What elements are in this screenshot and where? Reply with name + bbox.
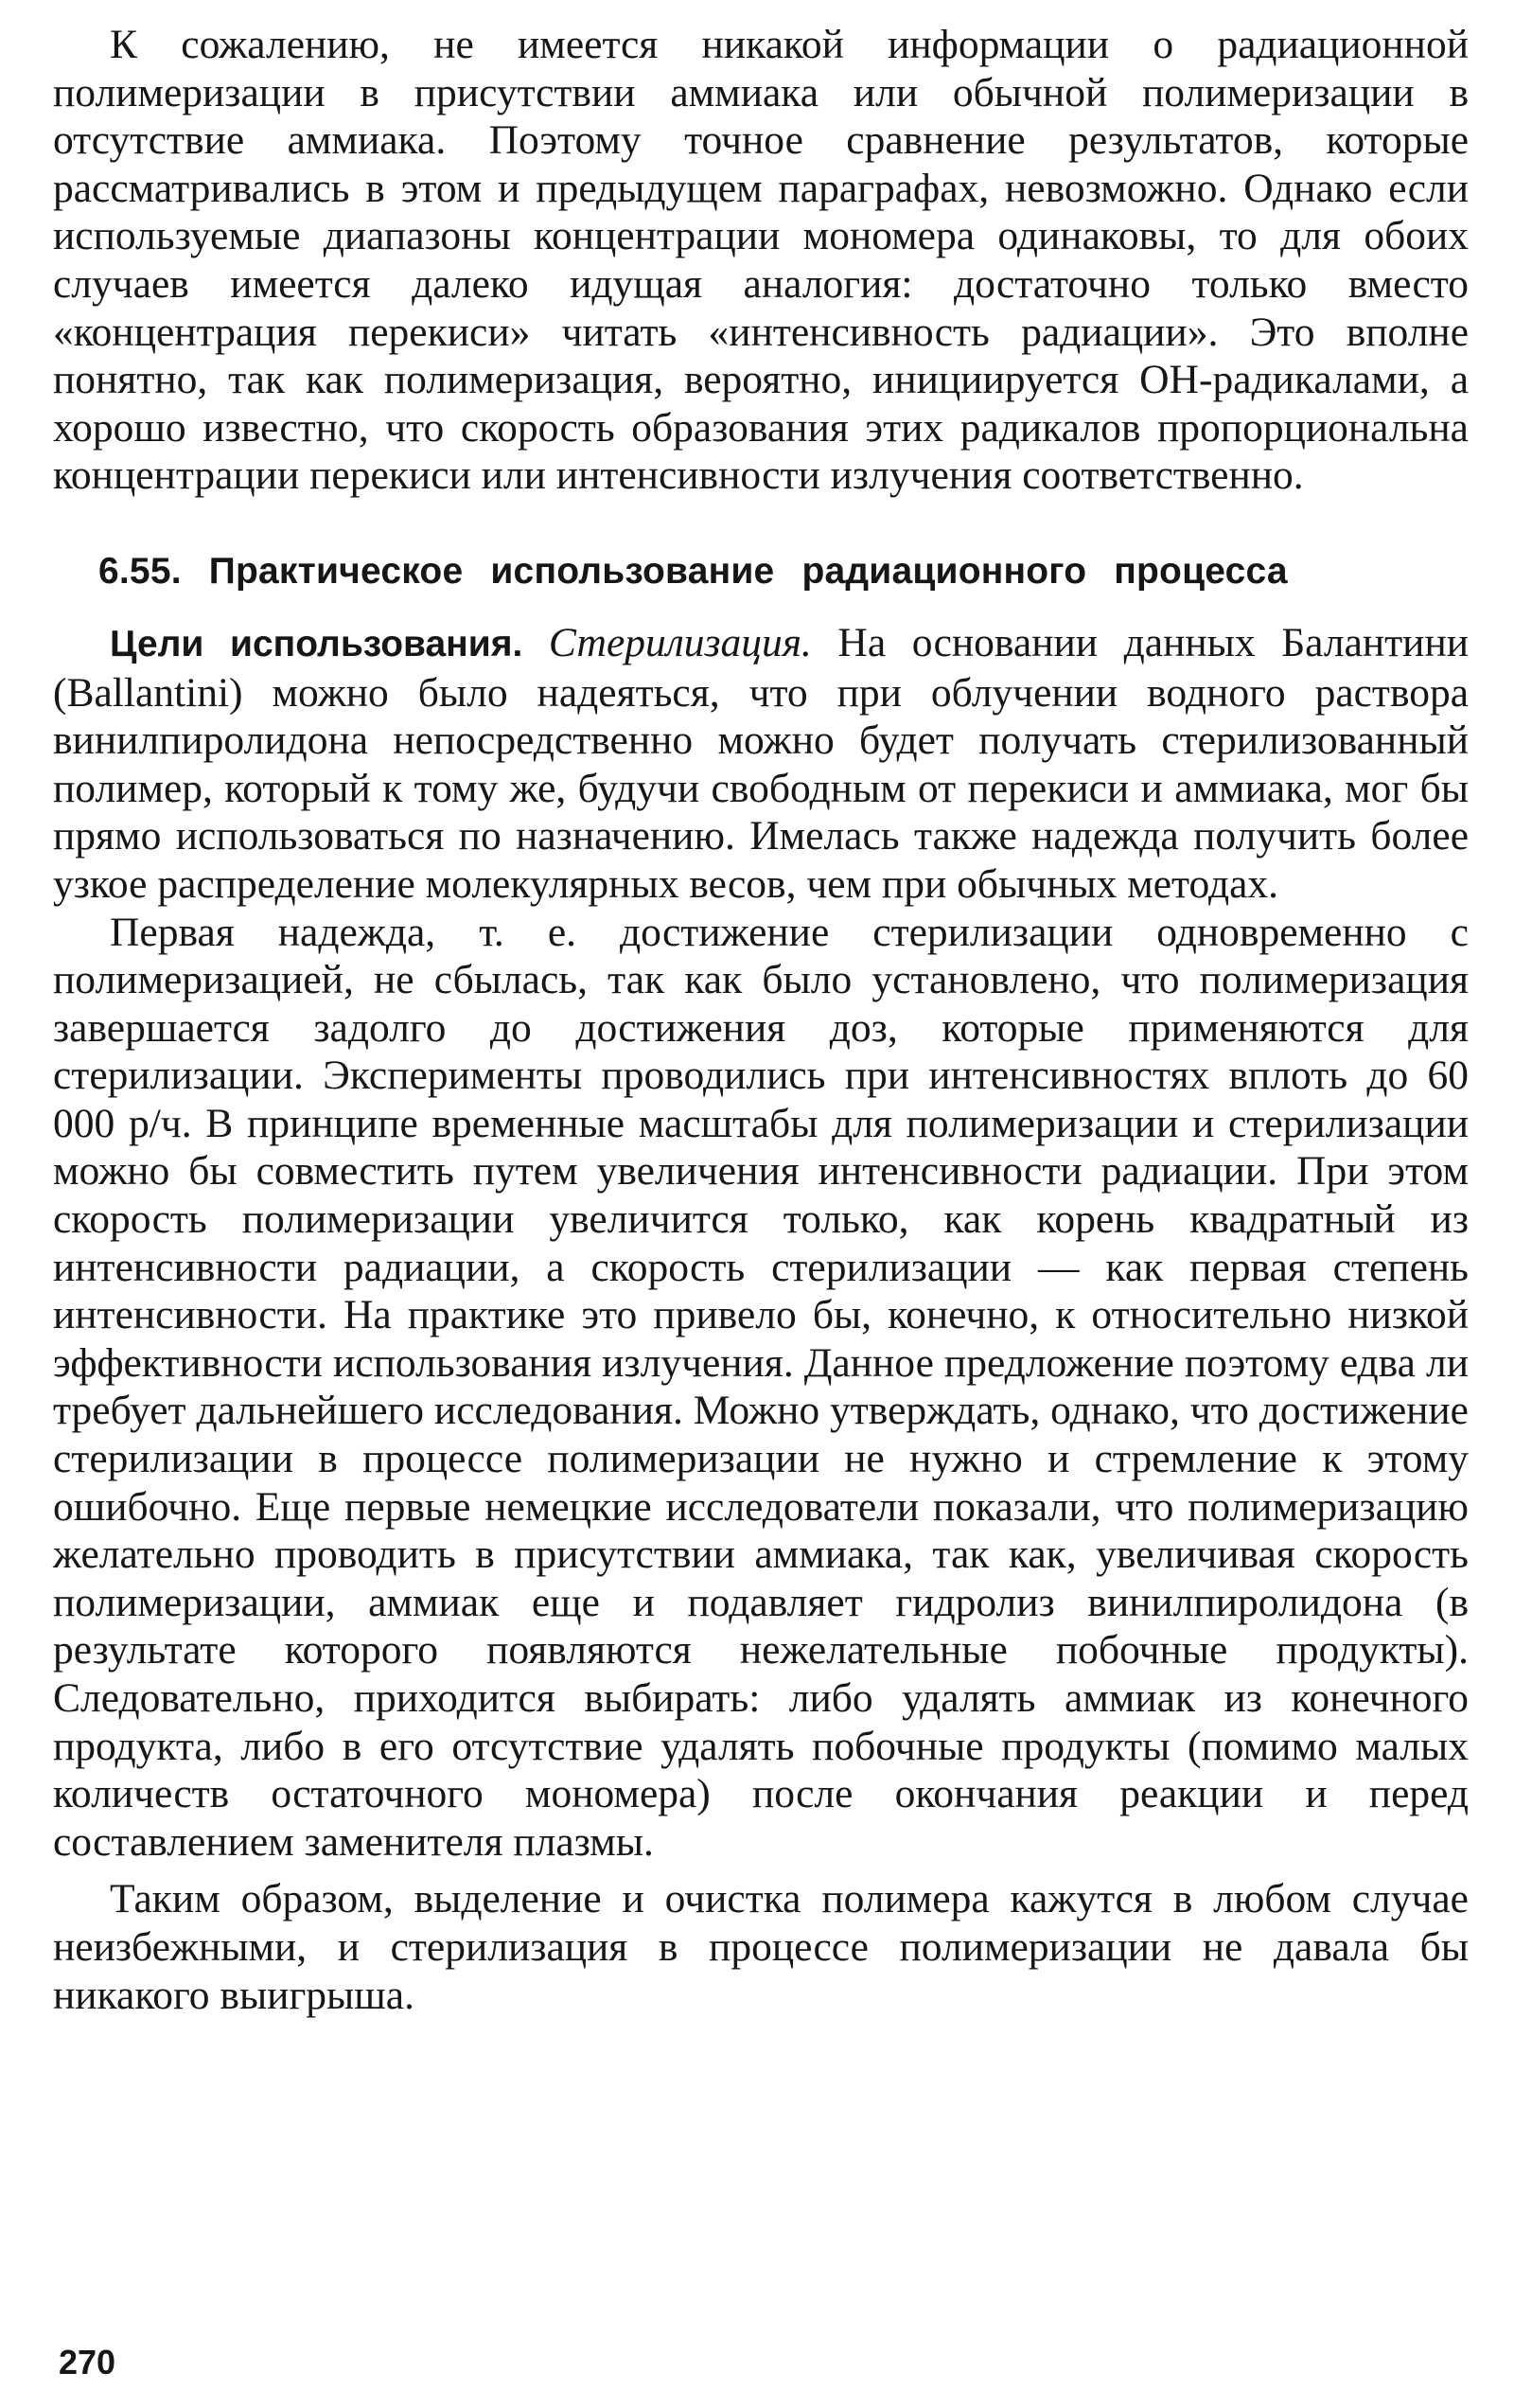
conclusion-paragraph: Таким образом, выделение и очистка полимера кажутся в любом случае неизбежными, и стерилизация в процессе полимеризации не давала бы никакого выигрыша. <box>53 1876 1469 2018</box>
section-heading: 6.55. Практическое использование радиационного процесса <box>98 550 1288 592</box>
subsection-topic: Стерилизация. <box>548 619 812 665</box>
page-body <box>53 21 1469 2019</box>
first-hope-paragraph: Первая надежда, т. е. достижение стерилизации одновременно с полимеризацией, не сбылась, так как было установлено, что полимеризация завершается задолго до достижения доз, которые применяются для стерилизации. Эксперименты проводились при интенсивностях вплоть до 60 000 р/ч. В принципе временные масштабы для полимеризации и стерилизации можно бы совместить путем увеличения интенсивности радиации. При этом скорость полимеризации увеличится только, как корень квадратный из интенсивности радиации, а скорость стерилизации — как первая степень интенсивности. На практике это привело бы, конечно, к относительно низкой эффективности использования излучения. Данное предложение поэтому едва ли требует дальнейшего исследования. Можно утверждать, однако, что достижение стерилизации в процессе полимеризации не нужно и стремление к этому ошибочно. Еще первые немецкие исследователи показали, что полимеризацию желательно проводить в присутствии аммиака, так как, увеличивая скорость полимеризации, аммиак еще и подавляет гидролиз винилпиролидона (в результате которого появляются нежелательные побочные продукты). Следовательно, приходится выбирать: либо удалять аммиак из конечного продукта, либо в его отсутствие удалять побочные продукты (помимо малых количеств остаточного мономера) после окончания реакции и перед составлением заменителя плазмы. <box>53 909 1469 1865</box>
page-number: 270 <box>59 2343 116 2381</box>
goals-text: На основании данных Балантини (Ballantini) можно было надеяться, что при облучении водного раствора винилпиролидона непосредственно можно будет получать стерилизованный полимер, который к тому же, будучи свободным от перекиси и аммиака, мог бы прямо использоваться по назначению. Имелась также надежда получить более узкое распределение молекулярных весов, чем при обычных методах. <box>53 619 1470 907</box>
intro-paragraph: К сожалению, не имеется никакой информации о радиационной полимеризации в присутствии аммиака или обычной полимеризации в отсутствие аммиака. Поэтому точное сравнение результатов, которые рассматривались в этом и предыдущем параграфах, невозможно. Однако если используемые диапазоны концентрации мономера одинаковы, то для обоих случаев имеется далеко идущая аналогия: достаточно только вместо «концентрация перекиси» читать «интенсивность радиации». Это вполне понятно, так как полимеризация, вероятно, инициируется ОН-радикалами, а хорошо известно, что скорость образования этих радикалов пропорциональна концентрации перекиси или интенсивности излучения соответственно. <box>53 22 1469 499</box>
goals-paragraph <box>53 619 1469 909</box>
subsection-lead: Цели использования. <box>110 623 523 664</box>
